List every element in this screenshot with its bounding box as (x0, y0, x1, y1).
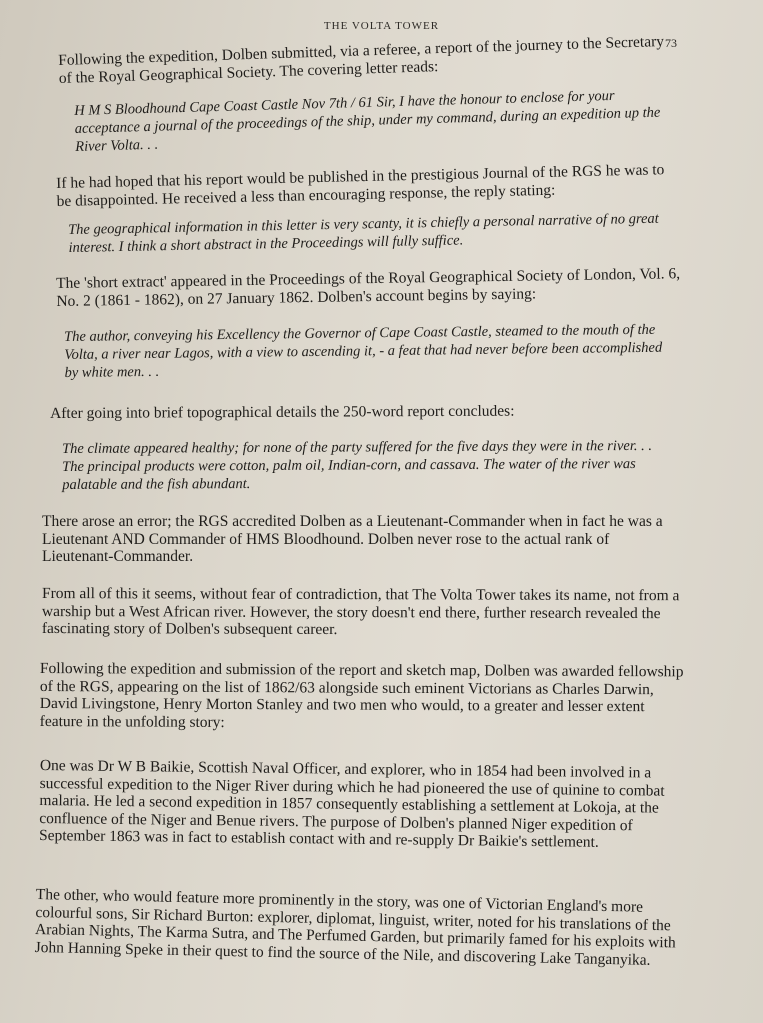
paragraph-burton: The other, who would feature more prominently in the story, was one of Victorian England's more colourful sons, Sir Richard Burton: explorer, diplomat, linguist, writer, noted for his translations of the Arabian Nights, The Karma Sutra, and The Perfumed Garden, but primarily famed for his exploits with John Hanning Speke in their quest to find the source of the Nile, and discovering Lake Tanganyika. (34, 886, 676, 969)
running-head: THE VOLTA TOWER (323, 20, 440, 32)
quote-covering-letter: H M S Bloodhound Cape Coast Castle Nov 7th / 61 Sir, I have the honour to enclose for your acceptance a journal of the proceedings of the ship, under my command, during an expedition up the River Volta. . . (74, 87, 661, 155)
paragraph-fellowship: Following the expedition and submission of the report and sketch map, Dolben was awarded fellowship of the RGS, appearing on the list of 1862/63 alongside such eminent Victorians as Charles Darwin, David Livingstone, Henry Morton Stanley and two men who would, to a greater and lesser extent feature in the unfolding story: (39, 660, 684, 731)
paragraph-topographical: After going into brief topographical details the 250-word report concludes: (50, 402, 515, 422)
page-number: 73 (665, 36, 677, 50)
paragraph-baikie: One was Dr W B Baikie, Scottish Naval Officer, and explorer, who in 1854 had been involved in a successful expedition to the Niger River during which he had pioneered the use of quinine to combat malaria. He led a second expedition in 1857 consequently establishing a settlement at Lokoja, at the confluence of the Niger and Benue rivers. The purpose of Dolben's planned Niger expedition of September 1863 was in fact to establish contact with and re-supply Dr Baikie's settlement. (38, 757, 665, 851)
paragraph-volta-name: From all of this it seems, without fear of contradiction, that The Volta Tower takes its name, not from a warship but a West African river. However, the story doesn't end there, further research revealed the fascinating story of Dolben's subsequent career. (41, 585, 680, 639)
quote-climate: The climate appeared healthy; for none of the party suffered for the five days they were in the river. . . The principal products were cotton, palm oil, Indian-corn, and cassava. The water of the river was palatable and the fish abundant. (62, 437, 653, 493)
paragraph-error: There arose an error; the RGS accredited Dolben as a Lieutenant-Commander when in fact he was a Lieutenant AND Commander of HMS Bloodhound. Dolben never rose to the actual rank of Lieutenant-Commander. (42, 513, 663, 565)
quote-reply: The geographical information in this letter is very scanty, it is chiefly a personal narrative of no great interest. I think a short abstract in the Proceedings will fully suffice. (68, 210, 659, 256)
paragraph-submission: Following the expedition, Dolben submitted, via a referee, a report of the journey to the Secretary of the Royal Geographical Society. The covering letter reads: (58, 32, 665, 87)
paragraph-disappointment: If he had hoped that his report would be published in the prestigious Journal of the RGS he was to be disappointed. He received a less than encouraging response, the reply stating: (56, 161, 665, 210)
paragraph-short-extract: The 'short extract' appeared in the Proceedings of the Royal Geographical Society of London, Vol. 6, No. 2 (1861 - 1862), on 27 January 1862. Dolben's account begins by saying: (56, 265, 681, 310)
quote-account: The author, conveying his Excellency the Governor of Cape Coast Castle, steamed to the mouth of the Volta, a river near Lagos, with a view to ascending it, - a feat that had never before been accomplished by white men. . . (64, 321, 663, 381)
